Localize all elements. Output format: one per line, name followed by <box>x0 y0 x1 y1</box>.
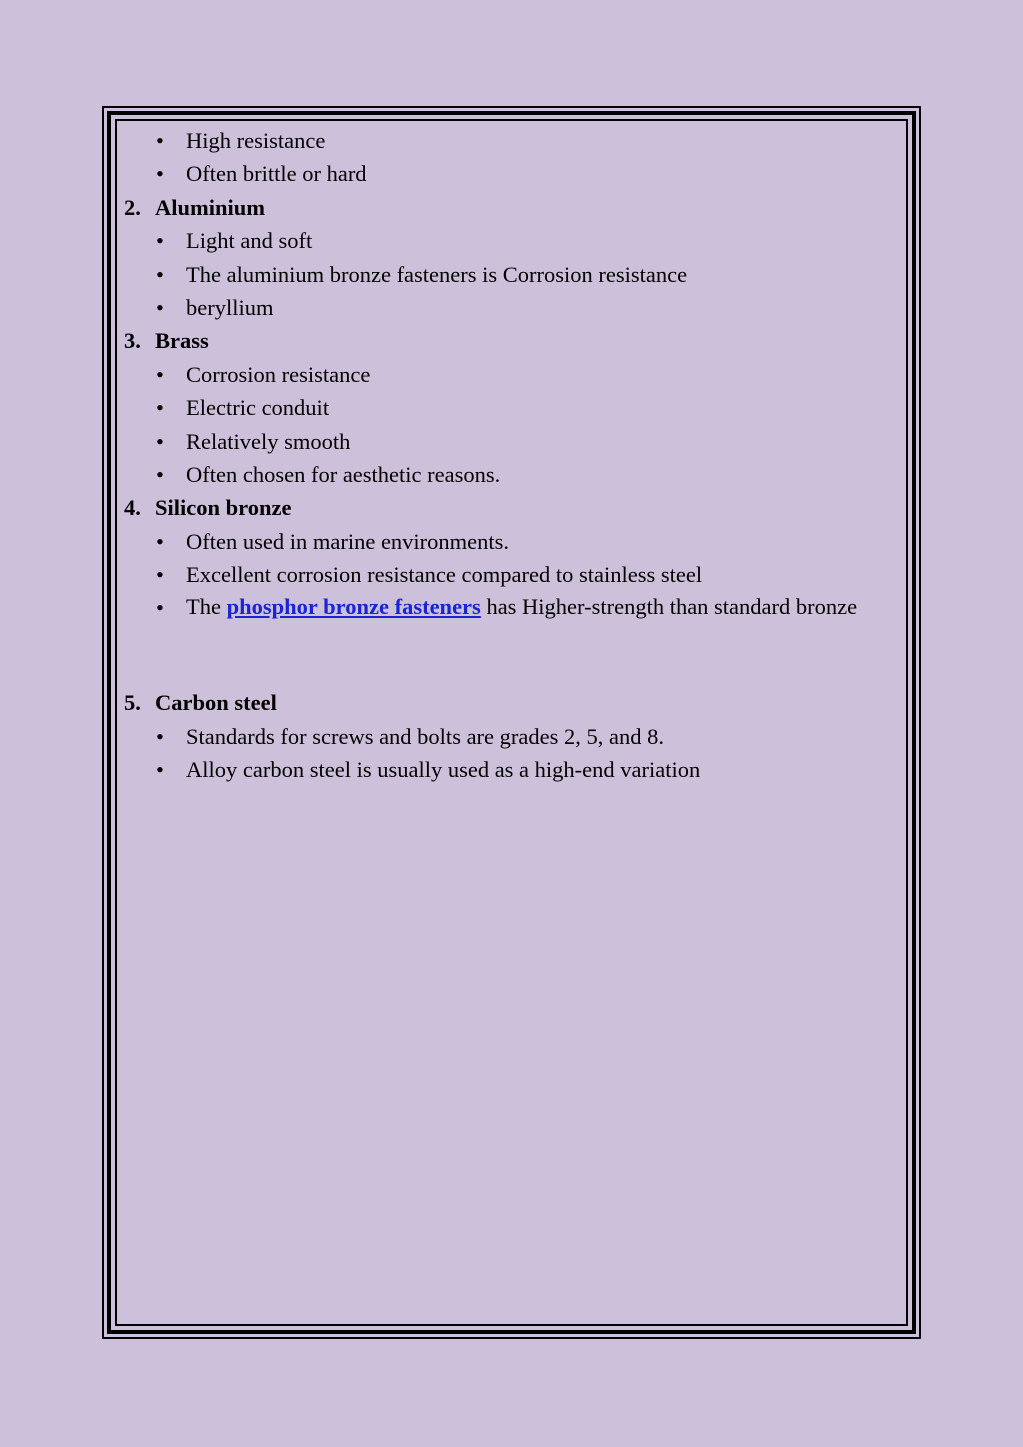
section-heading <box>124 191 899 224</box>
phosphor-bronze-fasteners-link[interactable]: phosphor bronze fasteners <box>226 594 481 620</box>
bullet-icon: • <box>156 261 164 287</box>
section-number: 5. <box>124 690 141 716</box>
list-item-text: The aluminium bronze fasteners is Corrosion resistance <box>186 261 688 287</box>
section-number: 4. <box>124 495 141 521</box>
section-heading <box>124 686 899 719</box>
bullet-icon: • <box>156 161 164 187</box>
list-item <box>124 591 899 655</box>
list-item-text: Often used in marine environments. <box>186 528 510 554</box>
bullet-icon: • <box>156 361 164 387</box>
list-item-text: Relatively smooth <box>186 428 351 454</box>
list-item <box>124 157 899 190</box>
list-item <box>124 753 899 786</box>
list-item-text: Excellent corrosion resistance compared to stainless steel <box>186 562 703 588</box>
list-item <box>124 124 899 157</box>
section-number: 2. <box>124 194 141 220</box>
bullet-icon: • <box>156 428 164 454</box>
list-item <box>124 558 899 591</box>
bullet-icon: • <box>156 128 164 153</box>
bullet-icon: • <box>156 294 164 320</box>
bullet-icon: • <box>156 595 164 621</box>
section-title: Carbon steel <box>155 690 277 716</box>
bullet-icon: • <box>156 723 164 749</box>
list-item-text: Electric conduit <box>186 395 330 421</box>
list-item-text-before: The <box>186 594 221 620</box>
list-item-text: Corrosion resistance <box>186 361 371 387</box>
list-item <box>124 258 899 291</box>
list-item-text: beryllium <box>186 294 274 320</box>
bullet-icon: • <box>156 461 164 487</box>
section-title: Aluminium <box>155 194 266 220</box>
section-title: Brass <box>155 328 209 354</box>
section-heading <box>124 491 899 524</box>
list-item <box>124 720 899 753</box>
list-item <box>124 224 899 257</box>
list-item <box>124 391 899 424</box>
document-content <box>124 124 899 787</box>
list-item-text: Often chosen for aesthetic reasons. <box>186 461 501 487</box>
list-item-text <box>186 591 899 623</box>
list-item-text-after: has Higher-strength than standard bronze <box>486 594 858 620</box>
list-item <box>124 458 899 491</box>
list-item-text: Alloy carbon steel is usually used as a high-end variation <box>186 757 701 783</box>
list-item <box>124 291 899 324</box>
section-number: 3. <box>124 328 141 354</box>
list-item-text: Light and soft <box>186 228 313 254</box>
list-item-text: High resistance <box>186 128 326 153</box>
bullet-icon: • <box>156 395 164 421</box>
list-item <box>124 425 899 458</box>
list-item-text: Standards for screws and bolts are grades 2, 5, and 8. <box>186 723 664 749</box>
bullet-icon: • <box>156 757 164 783</box>
list-item-text: Often brittle or hard <box>186 161 367 187</box>
bullet-icon: • <box>156 228 164 254</box>
section-heading <box>124 324 899 357</box>
spacer <box>124 655 899 686</box>
bullet-icon: • <box>156 528 164 554</box>
bullet-icon: • <box>156 562 164 588</box>
list-item <box>124 525 899 558</box>
list-item <box>124 358 899 391</box>
section-title: Silicon bronze <box>155 495 292 521</box>
